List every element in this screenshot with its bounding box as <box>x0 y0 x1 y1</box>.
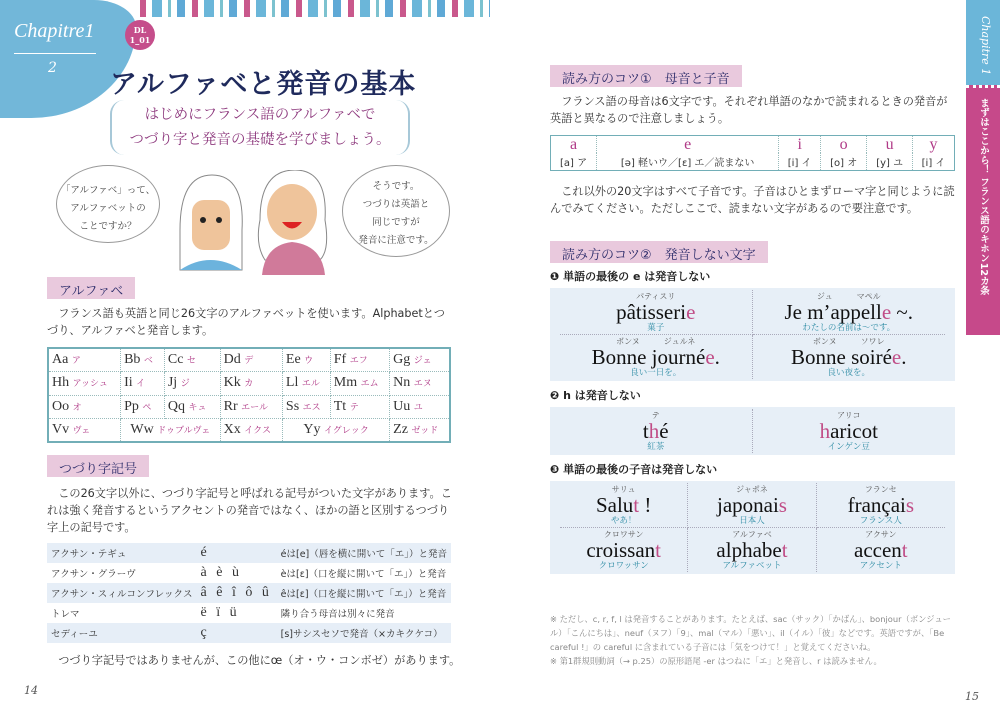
footnotes <box>550 612 960 668</box>
accent-table <box>47 543 451 643</box>
letter: Pp <box>124 398 139 414</box>
table-row <box>48 348 450 372</box>
bubble-line: つづりは英語と <box>362 199 430 210</box>
letter-reading: エム <box>360 379 379 390</box>
vowel-sound: [i] イ <box>779 153 821 171</box>
accent-chars: â ê î ô û <box>200 585 272 600</box>
vowel-letter: i <box>779 136 821 154</box>
bubble-line: ことですか？ <box>79 221 137 232</box>
letter-reading: ゼッド <box>411 426 439 436</box>
ruby-reading: クロワサン <box>603 530 644 539</box>
letter: Nn <box>393 375 411 391</box>
word-part: japonai <box>716 493 779 517</box>
accent-desc: 隣り合う母音は別々に発音 <box>280 609 395 620</box>
table-row <box>47 623 451 643</box>
alphabet-cell <box>390 419 450 443</box>
vowel-letter: e <box>597 136 779 154</box>
alphabet-cell <box>220 372 282 396</box>
letter-reading: イクス <box>244 426 271 436</box>
ruby-reading: ボンヌ ソワレ <box>812 337 885 346</box>
alphabet-cell <box>164 372 220 396</box>
letter: Dd <box>223 352 241 367</box>
letter: Cc <box>167 352 184 367</box>
letter: Tt <box>333 398 347 414</box>
letter: Ff <box>333 352 347 367</box>
french-word <box>817 540 945 561</box>
letter-reading: エール <box>241 402 268 413</box>
dl-label: DL <box>133 25 147 35</box>
vowel-sound: [i] イ <box>913 153 955 171</box>
french-word <box>753 302 946 323</box>
letter: Ll <box>285 375 299 391</box>
word-cell <box>560 290 753 335</box>
word-part: Salu <box>595 493 634 517</box>
french-word <box>817 495 945 516</box>
accent-desc: éは[e]（唇を横に開いて「エ」）と発音 <box>280 549 447 560</box>
vowel-letter: o <box>821 136 867 154</box>
word-part: ~. <box>891 300 914 324</box>
accent-name: トレマ <box>51 609 80 620</box>
letter: Oo <box>52 398 70 414</box>
translation: アクセント <box>859 561 902 571</box>
group-label: ❸ 単語の最後の子音は発音しない <box>550 463 718 476</box>
silent-letter: t <box>781 538 788 562</box>
french-word <box>560 540 687 561</box>
subtitle <box>110 100 410 155</box>
translation: やあ！ <box>610 516 637 526</box>
translation: わたしの名前は～です。 <box>802 323 896 333</box>
french-word <box>560 347 752 368</box>
vowel-sound: [o] オ <box>821 153 867 171</box>
letter-reading: イ <box>136 379 146 390</box>
french-word <box>753 347 946 368</box>
alphabet-cell <box>121 419 221 443</box>
word-part: accen <box>854 538 902 562</box>
alphabet-cell <box>220 419 282 443</box>
letter-reading: ドゥブルヴェ <box>157 426 211 436</box>
word-part: alphabe <box>716 538 782 562</box>
letter-reading: ユ <box>413 402 423 413</box>
letter-reading: エヌ <box>413 379 432 390</box>
letter-reading: アッシュ <box>72 379 108 390</box>
alphabet-cell <box>390 372 450 396</box>
word-part: ! <box>639 493 652 517</box>
accent-chars: ç <box>200 625 210 640</box>
table-row <box>48 419 450 443</box>
group-label: ❷ h は発音しない <box>550 389 641 402</box>
accent-desc: êは[ɛ]（口を縦に開いて「エ」）と発音 <box>280 589 447 600</box>
closing-text: つづり字記号ではありませんが、この他にœ（オ・ウ・コンボゼ）があります。 <box>47 654 461 667</box>
side-tab-title: まずはここから！ フランス語のキホン12カ条 <box>966 85 1000 335</box>
word-cell <box>560 335 753 379</box>
alphabet-cell <box>48 372 121 396</box>
vowel-letter: a <box>570 136 578 153</box>
chapter-number: 2 <box>48 60 57 76</box>
accent-chars: à è ù <box>200 565 242 580</box>
letter-reading: ペ <box>142 402 152 413</box>
word-part: é <box>659 419 669 443</box>
letter: Ww <box>130 422 154 437</box>
table-row <box>47 563 451 583</box>
letter-reading: テ <box>349 402 359 413</box>
word-box <box>550 407 955 455</box>
letter-reading: エル <box>301 379 320 390</box>
subtitle-line: はじめにフランス語のアルファベで <box>144 107 376 123</box>
dl-id: 1_01 <box>129 35 151 45</box>
bubble-line: 発音に注意です。 <box>358 235 434 246</box>
silent-letter: s <box>905 493 915 517</box>
ruby-reading: パティスリ <box>636 292 676 301</box>
vowel-letter-row <box>551 136 955 154</box>
table-row <box>48 372 450 396</box>
ruby-reading: アリコ <box>836 411 861 420</box>
ruby-reading: ジャポネ <box>736 485 768 494</box>
bubble-line: 同じですが <box>372 217 420 228</box>
alphabet-cell <box>330 372 389 396</box>
letter: Gg <box>393 352 411 367</box>
vowel-sound: [ə] 軽いウ／[ɛ] エ／読まない <box>597 153 779 171</box>
silent-letter: t <box>633 493 640 517</box>
silent-letter: t <box>655 538 661 562</box>
letter: Zz <box>393 422 408 437</box>
page-number-left: 14 <box>24 684 38 697</box>
ruby-reading: フランセ <box>864 485 897 494</box>
translation: 菓子 <box>647 323 665 333</box>
speech-bubble-right <box>342 165 450 257</box>
download-badge <box>125 20 155 50</box>
section-heading-silent: 読み方のコツ② 発音しない文字 <box>550 241 768 263</box>
word-part: Bonne journé <box>591 345 706 369</box>
word-cell <box>560 528 688 572</box>
letter-reading: エフ <box>349 356 368 366</box>
word-part: . <box>901 345 907 369</box>
page-title: アルファベと発音の基本 <box>110 69 417 100</box>
word-part: . <box>714 345 720 369</box>
ruby-reading: ジュ マペル <box>816 292 881 301</box>
letter: Aa <box>52 352 69 367</box>
letter: Yy <box>303 422 321 437</box>
silent-letter: s <box>778 493 787 517</box>
consonants-text: これ以外の20文字はすべて子音です。子音はひとまずローマ字と同じように読んでみてください。ただしここで、読まない文字があるので要注意です。 <box>550 185 955 215</box>
chapter-label: Chapitre1 <box>14 20 95 42</box>
french-word <box>688 495 815 516</box>
silent-letter: h <box>648 419 660 443</box>
subtitle-line: つづり字と発音の基礎を学びましょう。 <box>129 132 391 148</box>
alphabet-cell <box>330 348 389 372</box>
silent-letter: e <box>686 300 696 324</box>
silent-letter-groups <box>550 270 955 574</box>
alphabet-cell <box>164 395 220 419</box>
ruby-reading: テ <box>651 411 660 420</box>
word-part: croissan <box>586 538 656 562</box>
alphabet-intro: フランス語も英語と同じ26文字のアルファベットを使います。Alphabetとつづり、アルファベと発音します。 <box>47 307 445 337</box>
bubble-line: アルファベットの <box>70 203 146 214</box>
side-tab-chapter: Chapitre 1 <box>966 0 1000 85</box>
word-part: françai <box>847 493 906 517</box>
letter-reading: カ <box>244 379 254 390</box>
letter: Mm <box>333 375 358 391</box>
alphabet-cell <box>48 419 121 443</box>
letter: Ss <box>285 398 300 414</box>
word-box <box>550 481 955 574</box>
word-part: Je m’appell <box>784 300 882 324</box>
speech-bubble-left <box>56 165 160 243</box>
illustration-two-women <box>170 170 340 275</box>
french-word <box>560 495 687 516</box>
alphabet-cell <box>282 395 330 419</box>
alphabet-cell <box>390 348 450 372</box>
letter: Uu <box>393 398 411 414</box>
decorative-stripes <box>140 0 490 17</box>
letter-reading: ジェ <box>413 356 432 366</box>
ruby-reading: アクサン <box>865 530 897 539</box>
vowel-letter: u <box>867 136 913 154</box>
footnote: ※ 第1群規則動詞（→ p.25）の原形語尾 -er はつねに「エ」と発音し、r は読みません。 <box>550 656 882 666</box>
translation: フランス人 <box>859 516 902 526</box>
table-row <box>47 583 451 603</box>
accent-chars: ë ï ü <box>200 605 240 620</box>
section-heading-accents: つづり字記号 <box>47 455 149 477</box>
word-cell <box>753 335 946 379</box>
french-word <box>560 302 752 323</box>
translation: 良い夜を。 <box>827 368 870 378</box>
alphabet-cell <box>330 395 389 419</box>
alphabet-cell <box>220 395 282 419</box>
vowel-sound: [a] ア <box>560 158 588 169</box>
french-word <box>753 421 946 442</box>
letter: Ii <box>124 375 133 391</box>
letter-reading: ジ <box>180 379 190 390</box>
letter-reading: ヴェ <box>72 426 91 436</box>
footnote: ※ ただし、c, r, f, l は発音することがあります。たとえば、sac（サック）「かばん」、bonjour（ボンジュール）「こんにちは」、neuf（ヌフ）「9」、mal（マル）「悪い」、il（イル）「彼」などです。英語ですが、「Be careful !」の careful に含まれている子音には「気をつけて！」と覚えてくださいね。 <box>550 614 951 652</box>
alphabet-cell <box>220 348 282 372</box>
letter: Kk <box>223 375 241 391</box>
letter-reading: ウ <box>304 356 314 366</box>
french-word <box>688 540 815 561</box>
letter: Bb <box>124 352 141 367</box>
table-row <box>48 395 450 419</box>
letter: Xx <box>223 422 241 437</box>
section-heading-vowels: 読み方のコツ① 母音と子音 <box>550 65 742 87</box>
alphabet-table <box>47 347 451 443</box>
page-number-right: 15 <box>965 690 979 703</box>
word-part: t <box>642 419 649 443</box>
vowel-letter: y <box>913 136 955 154</box>
letter-reading: イグレック <box>323 426 369 436</box>
alphabet-cell <box>121 395 165 419</box>
ruby-reading: ボンヌ ジュルネ <box>616 337 696 346</box>
table-row <box>47 543 451 563</box>
word-part: aricot <box>830 419 878 443</box>
accent-chars: é <box>200 545 210 560</box>
accent-name: セディーユ <box>51 629 98 640</box>
accent-name: アクサン・テギュ <box>51 549 127 560</box>
bubble-line: そうです。 <box>372 181 420 192</box>
letter-reading: オ <box>72 402 82 413</box>
letter: Vv <box>52 422 70 437</box>
word-cell <box>560 483 688 528</box>
accent-name: アクサン・グラーヴ <box>51 569 136 580</box>
bubble-line: 「アルファベ」って、 <box>60 185 156 196</box>
translation: 良い一日を。 <box>630 368 682 378</box>
translation: アルファベット <box>722 561 782 571</box>
vowel-sound-row <box>551 153 955 171</box>
section-heading-alphabet: アルファベ <box>47 277 135 299</box>
ruby-reading: サリュ <box>611 485 636 494</box>
accents-intro: この26文字以外に、つづり字記号と呼ばれる記号がついた文字があります。これは強く発音するというアクセントの発音ではなく、ほかの語と区別するつづり字上の記号です。 <box>47 487 452 534</box>
word-box <box>550 288 955 381</box>
letter-reading: ベ <box>143 356 153 366</box>
accent-desc: [s]サシスセソで発音（×カキクケコ） <box>280 629 443 640</box>
word-cell <box>817 528 945 572</box>
silent-letter: e <box>705 345 715 369</box>
word-cell <box>560 409 753 453</box>
accent-desc: èは[ɛ]（口を縦に開いて「エ」）と発音 <box>280 569 447 580</box>
letter: Hh <box>52 375 70 391</box>
alphabet-cell <box>282 348 330 372</box>
word-part: Bonne soiré <box>791 345 892 369</box>
letter-reading: セ <box>186 356 196 366</box>
letter-reading: ア <box>71 356 81 366</box>
alphabet-cell <box>282 419 389 443</box>
alphabet-cell <box>48 395 121 419</box>
vowels-intro: フランス語の母音は6文字です。それぞれ単語のなかで読まれるときの発音が英語と異なるので注意しましょう。 <box>550 95 948 125</box>
letter-reading: エス <box>302 402 321 413</box>
accent-name: アクサン・スィルコンフレックス <box>51 589 193 600</box>
translation: 紅茶 <box>647 442 665 452</box>
letter: Rr <box>223 398 238 414</box>
word-cell <box>753 290 946 335</box>
divider <box>14 53 96 54</box>
word-cell <box>753 409 946 453</box>
vowel-table <box>550 135 955 171</box>
letter: Qq <box>167 398 185 414</box>
alphabet-cell <box>390 395 450 419</box>
word-part: pâtisseri <box>616 300 687 324</box>
silent-letter: e <box>891 345 902 369</box>
word-cell <box>688 528 816 572</box>
table-row <box>47 603 451 623</box>
letter: Jj <box>167 375 178 391</box>
ruby-reading: アルファベ <box>732 530 772 539</box>
letter-reading: デ <box>244 356 254 366</box>
silent-letter: e <box>881 300 892 324</box>
alphabet-cell <box>282 372 330 396</box>
alphabet-cell <box>121 372 165 396</box>
silent-letter: h <box>819 419 831 443</box>
alphabet-cell <box>48 348 121 372</box>
translation: インゲン豆 <box>827 442 870 452</box>
letter: Ee <box>285 352 301 367</box>
vowel-sound: [y] ユ <box>867 153 913 171</box>
alphabet-cell <box>121 348 165 372</box>
letter-reading: キュ <box>188 402 207 413</box>
silent-letter: t <box>901 538 908 562</box>
word-cell <box>817 483 945 528</box>
translation: 日本人 <box>739 516 765 526</box>
alphabet-cell <box>164 348 220 372</box>
french-word <box>560 421 752 442</box>
group-label: ❶ 単語の最後の e は発音しない <box>550 270 711 283</box>
word-cell <box>688 483 816 528</box>
translation: クロワッサン <box>598 561 649 571</box>
